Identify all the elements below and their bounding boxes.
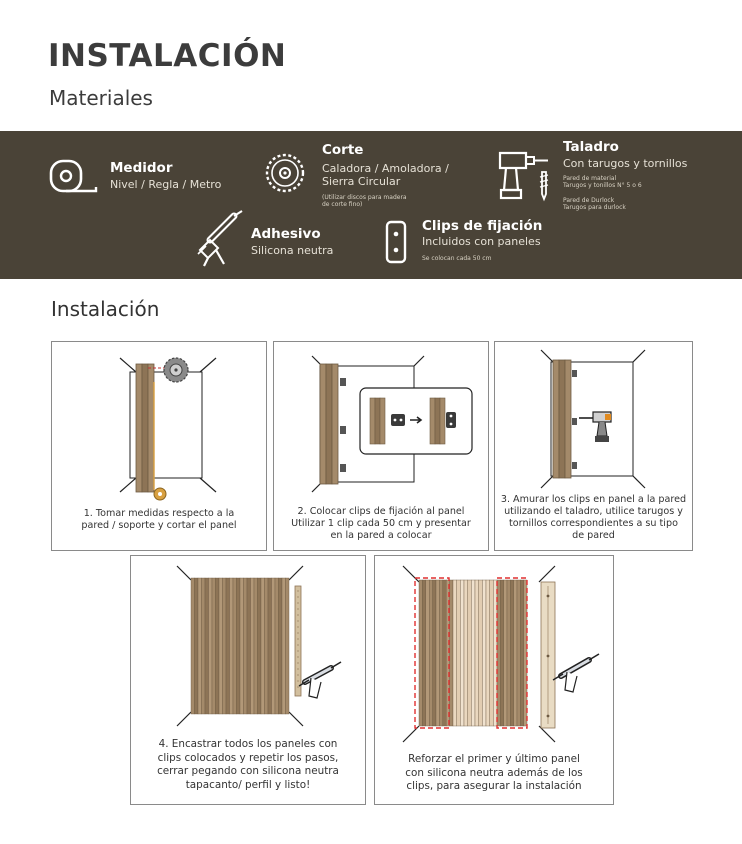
panel-slat bbox=[258, 578, 262, 714]
step-3-card bbox=[494, 341, 693, 551]
material-medidor-title: Medidor bbox=[110, 160, 173, 176]
panel-slat bbox=[268, 578, 272, 714]
panel-slat bbox=[457, 580, 461, 726]
panel-slat bbox=[219, 578, 223, 714]
step-1-card bbox=[51, 341, 267, 551]
panel-slat bbox=[265, 578, 269, 714]
step-3-caption: 3. Amurar los clips en panel a la pared utilizando el taladro, utilice tarugos y tornillos correspondientes a su tipo de pared bbox=[500, 494, 687, 541]
panel-slat bbox=[244, 578, 248, 714]
panel-slat bbox=[230, 578, 234, 714]
drill-icon bbox=[496, 150, 554, 202]
panel-slat bbox=[504, 580, 507, 726]
panel-slat bbox=[282, 578, 286, 714]
material-taladro-title: Taladro bbox=[563, 139, 619, 155]
material-clips-subtitle: Incluidos con paneles bbox=[422, 235, 541, 248]
step-1-illustration bbox=[52, 342, 266, 502]
material-corte-note: (Utilizar discos para madera de corte fino) bbox=[322, 194, 407, 208]
panel-slat bbox=[429, 580, 432, 726]
panel-slat bbox=[237, 578, 241, 714]
panel-slat bbox=[279, 578, 283, 714]
material-adhesivo-title: Adhesivo bbox=[251, 226, 321, 242]
material-taladro-note-durlock: Pared de Durlock Tarugos para durlock bbox=[563, 197, 626, 211]
panel-slat bbox=[500, 580, 503, 726]
panel-slat bbox=[191, 578, 195, 714]
material-corte-title: Corte bbox=[322, 142, 364, 158]
tape-measure-icon bbox=[48, 157, 104, 197]
page-title: INSTALACIÓN bbox=[48, 38, 287, 74]
material-clips-title: Clips de fijación bbox=[422, 218, 543, 234]
page-subtitle: Materiales bbox=[49, 86, 153, 110]
panel-slat bbox=[464, 580, 468, 726]
panel-slat bbox=[419, 580, 422, 726]
panel-slat bbox=[198, 578, 202, 714]
panel-slat bbox=[486, 580, 490, 726]
panel-slat bbox=[433, 580, 436, 726]
panel-slat bbox=[205, 578, 209, 714]
panel-slat bbox=[439, 580, 442, 726]
panel-slat bbox=[240, 578, 244, 714]
panel-slat bbox=[261, 578, 265, 714]
panel-slat bbox=[254, 578, 258, 714]
panel-slat bbox=[450, 580, 453, 726]
step-4-illustration bbox=[131, 556, 365, 734]
panel-slat bbox=[272, 578, 276, 714]
panel-slat bbox=[453, 580, 457, 726]
caulking-gun-icon bbox=[196, 210, 246, 268]
step-5-caption: Reforzar el primer y último panel con silicona neutra además de los clips, para asegurar la instalación bbox=[405, 753, 583, 792]
panel-slat bbox=[212, 578, 216, 714]
panel-slat bbox=[510, 580, 513, 726]
panel-slat bbox=[223, 578, 227, 714]
panel-slat bbox=[202, 578, 206, 714]
panel-slat bbox=[468, 580, 472, 726]
material-clips-note: Se colocan cada 50 cm bbox=[422, 255, 492, 262]
panel-slat bbox=[482, 580, 486, 726]
panel-slat bbox=[436, 580, 439, 726]
panel-slat bbox=[479, 580, 483, 726]
panel-slat bbox=[475, 580, 479, 726]
step-1-caption: 1. Tomar medidas respecto a la pared / soporte y cortar el panel bbox=[81, 508, 237, 531]
panel-slat bbox=[216, 578, 220, 714]
material-taladro-subtitle: Con tarugos y tornillos bbox=[563, 157, 688, 170]
step-2-card bbox=[273, 341, 489, 551]
step-4-caption: 4. Encastrar todos los paneles con clips colocados y repetir los pasos, cerrar pegando con silicona neutra tapacanto/ perfil y listo! bbox=[157, 738, 339, 791]
panel-slat bbox=[286, 578, 290, 714]
step-2-caption: 2. Colocar clips de fijación al panel Utilizar 1 clip cada 50 cm y presentar en la pared a colocar bbox=[291, 506, 471, 541]
step-5-card bbox=[374, 555, 614, 805]
panel-slat bbox=[226, 578, 230, 714]
circular-saw-blade-icon bbox=[262, 150, 308, 196]
panel-slat bbox=[422, 580, 425, 726]
material-corte-subtitle: Caladora / Amoladora / Sierra Circular bbox=[322, 162, 449, 188]
panel-slat bbox=[195, 578, 199, 714]
panel-slat bbox=[251, 578, 255, 714]
panel-slat bbox=[517, 580, 520, 726]
material-medidor-subtitle: Nivel / Regla / Metro bbox=[110, 178, 222, 191]
step-4-card bbox=[130, 555, 366, 805]
panel-slat bbox=[471, 580, 475, 726]
material-taladro-note-material: Pared de material Tarugos y tonillos N° 5 o 6 bbox=[563, 175, 642, 189]
step-2-illustration bbox=[274, 342, 488, 502]
step-3-illustration bbox=[495, 342, 692, 492]
panel-slat bbox=[443, 580, 446, 726]
panel-slat bbox=[233, 578, 237, 714]
panel-slat bbox=[460, 580, 464, 726]
panel-slat bbox=[514, 580, 517, 726]
panel-slat bbox=[209, 578, 213, 714]
section-title: Instalación bbox=[51, 297, 160, 321]
panel-slat bbox=[507, 580, 510, 726]
panel-slat bbox=[247, 578, 251, 714]
mounting-clip-icon bbox=[384, 220, 408, 264]
panel-slat bbox=[490, 580, 494, 726]
panel-slat bbox=[426, 580, 429, 726]
panel-slat bbox=[275, 578, 279, 714]
material-adhesivo-subtitle: Silicona neutra bbox=[251, 244, 334, 257]
step-5-illustration bbox=[375, 556, 613, 746]
panel-slat bbox=[520, 580, 523, 726]
